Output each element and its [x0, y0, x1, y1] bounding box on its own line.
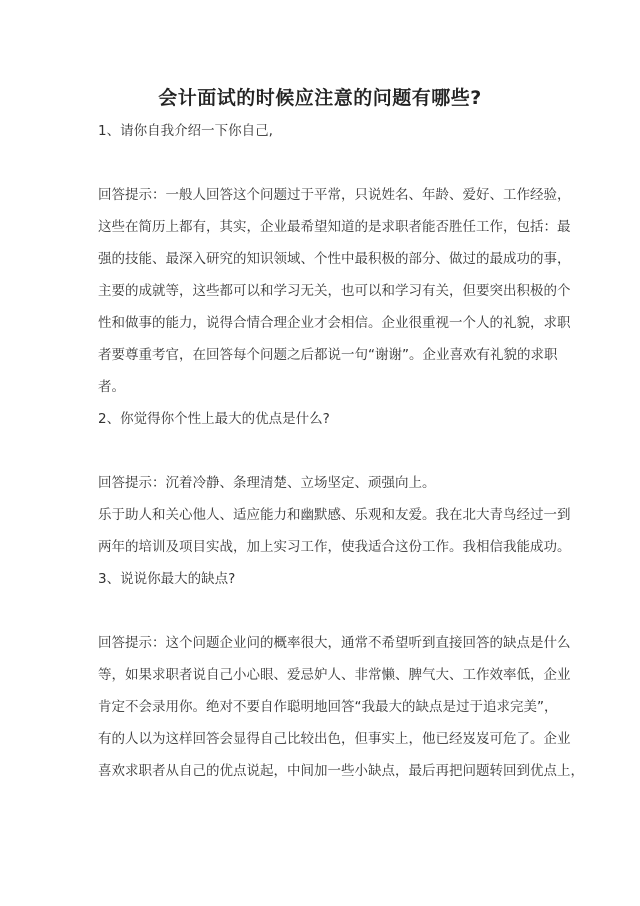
question-3: 3、说说你最大的缺点?: [98, 571, 236, 587]
paragraph-line: 者。: [98, 379, 125, 395]
paragraph-line: 有的人以为这样回答会显得自己比较出色，但事实上，他已经岌岌可危了。企业: [98, 731, 571, 747]
paragraph-line: 等，如果求职者说自己小心眼、爱忌妒人、非常懒、脾气大、工作效率低，企业: [98, 667, 571, 683]
paragraph-line: 强的技能、最深入研究的知识领域、个性中最积极的部分、做过的最成功的事，: [98, 251, 571, 267]
paragraph-line: 这些在简历上都有，其实，企业最希望知道的是求职者能否胜任工作，包括：最: [98, 219, 571, 235]
paragraph-line: 者要尊重考官，在回答每个问题之后都说一句“谢谢”。企业喜欢有礼貌的求职: [98, 347, 558, 363]
paragraph-line: 两年的培训及项目实战，加上实习工作，使我适合这份工作。我相信我能成功。: [98, 539, 571, 555]
paragraph-line: 肯定不会录用你。绝对不要自作聪明地回答“我最大的缺点是过于追求完美”，: [98, 699, 558, 715]
paragraph-line: 回答提示：这个问题企业问的概率很大，通常不希望听到直接回答的缺点是什么: [98, 635, 571, 651]
question-2: 2、你觉得你个性上最大的优点是什么?: [98, 411, 330, 427]
paragraph-line: 喜欢求职者从自己的优点说起，中间加一些小缺点，最后再把问题转回到优点上，: [98, 763, 584, 779]
paragraph-line: 回答提示：沉着冷静、条理清楚、立场坚定、顽强向上。: [98, 475, 436, 491]
paragraph-line: 主要的成就等，这些都可以和学习无关，也可以和学习有关，但要突出积极的个: [98, 283, 571, 299]
paragraph-line: 性和做事的能力，说得合情合理企业才会相信。企业很重视一个人的礼貌，求职: [98, 315, 571, 331]
paragraph-line: 回答提示：一般人回答这个问题过于平常，只说姓名、年龄、爱好、工作经验，: [98, 187, 571, 203]
paragraph-line: 乐于助人和关心他人、适应能力和幽默感、乐观和友爱。我在北大青鸟经过一到: [98, 507, 571, 523]
document-title: 会计面试的时候应注意的问题有哪些?: [158, 87, 482, 109]
question-1: 1、请你自我介绍一下你自己,: [98, 123, 273, 139]
